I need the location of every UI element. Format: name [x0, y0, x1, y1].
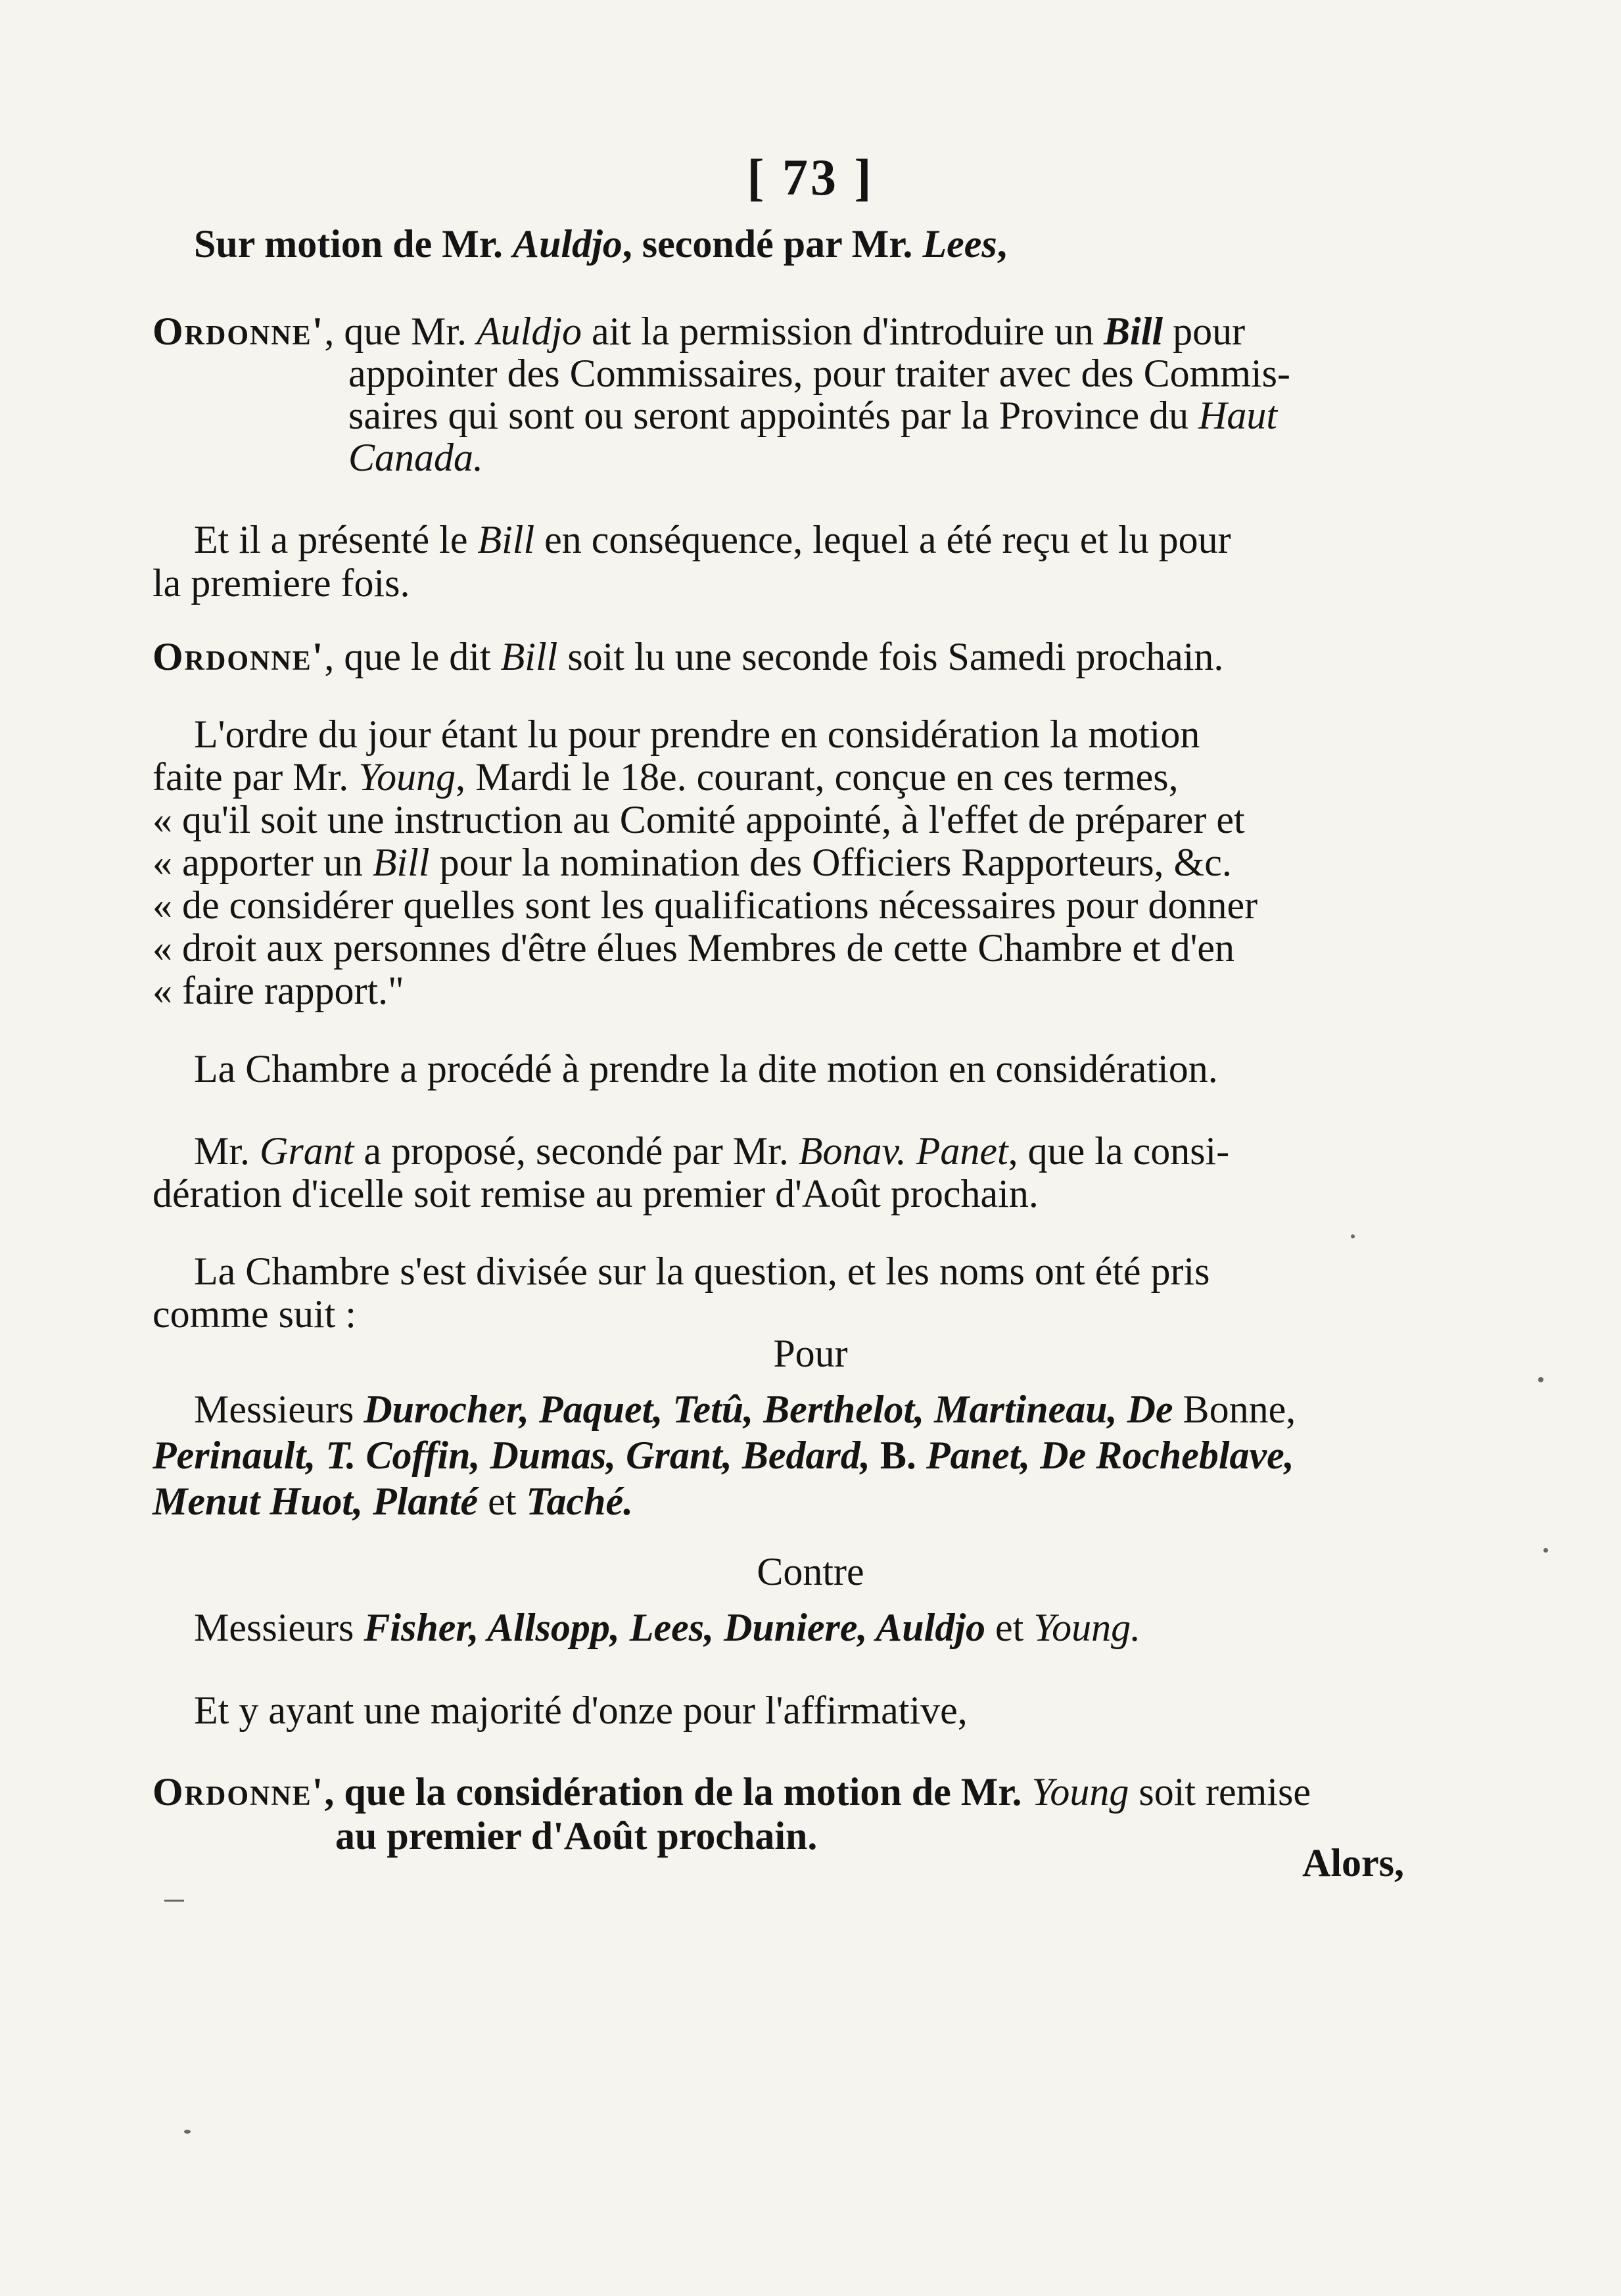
seconder-name: Lees	[922, 222, 997, 266]
ordonne-label: Ordonne'	[153, 1770, 325, 1814]
order-of-day-line-1: L'ordre du jour étant lu pour prendre en considération la motion	[194, 713, 1200, 756]
pour-names-line-1	[194, 1386, 1296, 1433]
text-span: , que la consi-	[1008, 1129, 1230, 1173]
ordonne-label: Ordonne'	[153, 635, 325, 678]
names-span: Menut Huot, Planté	[153, 1480, 479, 1523]
text-span: en conséquence, lequel a été reçu et lu pour	[534, 518, 1231, 561]
pour-names-line-3	[153, 1478, 633, 1525]
text-span: soit lu une seconde fois Samedi prochain.	[557, 635, 1224, 678]
place-name: Haut	[1198, 394, 1278, 437]
names-span: Perinault, T. Coffin, Dumas, Grant, Bedard,	[153, 1434, 880, 1477]
ordonne-label: Ordonne'	[153, 310, 325, 353]
text-span: , que la considération de la motion de Mr.	[324, 1770, 1032, 1814]
ink-speck	[1351, 1234, 1355, 1238]
names-span: Young.	[1033, 1606, 1141, 1649]
text-span: Et il a présenté le	[194, 518, 478, 561]
bill-word: Bill	[372, 841, 430, 884]
text-span: Messieurs	[194, 1388, 364, 1431]
place-name: Canada.	[348, 436, 484, 479]
text-span: saires qui sont ou seront appointés par la Province du	[348, 394, 1199, 437]
text-span: faite par Mr.	[153, 755, 359, 799]
name-span: Young	[1031, 1770, 1129, 1814]
pour-heading: Pour	[773, 1332, 848, 1375]
order-1-line-2: appointer des Commissaires, pour traiter avec des Commis-	[348, 352, 1290, 395]
motion-prefix: Sur motion de Mr.	[194, 222, 513, 266]
bill-word: Bill	[1104, 310, 1163, 353]
pour-names-line-2	[153, 1432, 1294, 1479]
order-of-day-line-2	[153, 753, 1179, 801]
catchword: Alors,	[1302, 1841, 1404, 1885]
name-span: Young	[358, 755, 456, 799]
names-span: Panet, De Rocheblave,	[926, 1434, 1294, 1477]
text-span: « apporter un	[153, 841, 373, 884]
name-span: Auldjo	[477, 310, 582, 353]
quote-line-4: « droit aux personnes d'être élues Membres de cette Chambre et d'en	[153, 926, 1235, 970]
text-span: soit remise	[1129, 1770, 1311, 1814]
order-1-line-3	[348, 392, 1277, 439]
division-line-1: La Chambre s'est divisée sur la question, et les noms ont été pris	[194, 1250, 1210, 1293]
bill-presented-line-2: la premiere fois.	[153, 561, 410, 605]
bill-word: Bill	[477, 518, 535, 561]
names-span: Taché.	[526, 1480, 634, 1523]
names-span: Fisher, Allsopp, Lees, Duniere, Auldjo	[364, 1606, 985, 1649]
text-span: , que Mr.	[324, 310, 477, 353]
motion-seconded: , secondé par Mr.	[622, 222, 923, 266]
text-span: et	[478, 1480, 527, 1523]
text-span: , Mardi le 18e. courant, conçue en ces termes,	[456, 755, 1179, 799]
text-span: pour	[1163, 310, 1246, 353]
chamber-proceeded-line: La Chambre a procédé à prendre la dite motion en considération.	[194, 1047, 1218, 1090]
order-1-line-4	[348, 434, 483, 481]
text-span: ait la permission d'introduire un	[582, 310, 1104, 353]
names-span: Durocher, Paquet, Tetû, Berthelot, Martineau, De	[364, 1388, 1183, 1431]
bill-presented-line-1	[194, 516, 1231, 563]
text-span: a proposé, secondé par Mr.	[354, 1129, 799, 1173]
order-2-line	[153, 633, 1223, 680]
ink-speck	[164, 1900, 184, 1902]
text-span: Bonne,	[1183, 1388, 1296, 1431]
text-span: , que le dit	[324, 635, 501, 678]
text-span: pour la nomination des Officiers Rapporteurs, &c.	[429, 841, 1232, 884]
text-span: et	[985, 1606, 1034, 1649]
text-span: Mr.	[194, 1129, 260, 1173]
ink-speck	[1543, 1548, 1548, 1553]
grant-proposal-line-1	[194, 1127, 1229, 1175]
quote-line-2	[153, 839, 1232, 886]
quote-line-3: « de considérer quelles sont les qualifications nécessaires pour donner	[153, 883, 1258, 927]
order-3-line-2: au premier d'Août prochain.	[335, 1814, 818, 1858]
contre-names-line	[194, 1604, 1140, 1651]
name-span: Bonav. Panet	[798, 1129, 1008, 1173]
order-1-line-1	[153, 308, 1245, 355]
mover-name: Auldjo	[513, 222, 623, 266]
page-number: [ 73 ]	[747, 149, 874, 206]
quote-line-5: « faire rapport."	[153, 969, 404, 1012]
division-line-2: comme suit :	[153, 1292, 356, 1336]
grant-proposal-line-2: dération d'icelle soit remise au premier d'Août prochain.	[153, 1172, 1039, 1215]
majority-line: Et y ayant une majorité d'onze pour l'affirmative,	[194, 1689, 968, 1732]
motion-line	[194, 220, 1007, 268]
contre-heading: Contre	[757, 1550, 864, 1593]
name-span: Grant	[260, 1129, 354, 1173]
ink-speck	[1538, 1377, 1543, 1382]
ink-speck	[184, 2130, 191, 2134]
motion-end: ,	[997, 222, 1007, 266]
quote-line-1: « qu'il soit une instruction au Comité appointé, à l'effet de préparer et	[153, 798, 1245, 841]
text-span: B.	[880, 1434, 926, 1477]
bill-word: Bill	[500, 635, 558, 678]
text-span: Messieurs	[194, 1606, 364, 1649]
order-3-line-1	[153, 1768, 1311, 1816]
